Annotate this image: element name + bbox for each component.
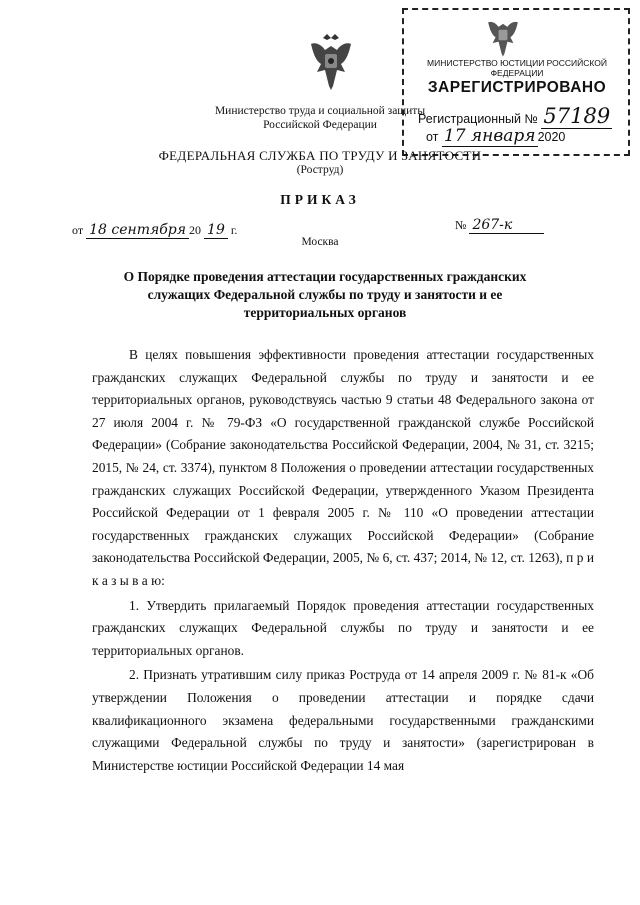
service-short-name: (Роструд) [296, 164, 344, 176]
paragraph-item-1: 1. Утвердить прилагаемый Порядок проведения аттестации государственных гражданских служащих Федеральной службы по труду и занятости и ее территориальных органов. [92, 597, 594, 658]
order-number-prefix: № [455, 218, 467, 232]
stamp-emblem-icon [483, 12, 523, 58]
order-date-day-month: 18 сентября [86, 222, 189, 239]
order-number [455, 217, 544, 233]
stamp-ministry: МИНИСТЕРСТВО ЮСТИЦИИ РОССИЙСКОЙ ФЕДЕРАЦИИ [427, 58, 607, 78]
stamp-registered: ЗАРЕГИСТРИРОВАНО [427, 79, 607, 96]
document-body [92, 344, 594, 777]
order-date-year-prefix: 20 [189, 223, 202, 237]
stamp-date-value: 17 января [443, 126, 536, 146]
stamp-reg-label: Регистрационный № [418, 112, 538, 126]
document-heading: О Порядке проведения аттестации государственных гражданских служащих Федеральной службы по труду и занятости и ее территориальных органов [123, 269, 527, 320]
stamp-reg-line [418, 104, 612, 128]
paragraph-item-2: 2. Признать утратившим силу приказ Роструда от 14 апреля 2009 г. № 81-к «Об утверждении Положения о проведении аттестации и порядке сдачи квалификационного экзамена федеральными государственными гражданскими служащими Федеральной службы по труду и занятости» (зарегистрирован в Министерстве юстиции Российской Федерации 14 мая [92, 667, 594, 773]
ministry-name [210, 104, 430, 132]
order-date-year-suffix: 19 [204, 222, 228, 239]
ministry-line-1: Министерство труда и социальной защиты [214, 105, 426, 117]
order-title: ПРИКАЗ [280, 192, 360, 207]
ministry-line-2: Российской Федерации [263, 119, 377, 131]
order-number-value: 267-к [469, 217, 544, 234]
order-date-prefix: от [72, 223, 84, 237]
service-title: ФЕДЕРАЛЬНАЯ СЛУЖБА ПО ТРУДУ И ЗАНЯТОСТИ [158, 148, 482, 163]
paragraph-preamble: В целях повышения эффективности проведения аттестации государственных гражданских служащих Федеральной службы по труду и занятости и ее территориальных органов, руководствуясь частью 9 статьи 48 Федерального закона от 27 июля 2004 г. № 79-ФЗ «О государственной гражданской службе Российской Федерации» (Собрание законодательства Российской Федерации, 2004, № 31, ст. 3215; 2015, № 24, ст. 3374), пунктом 8 Положения о проведении аттестации государственных гражданских служащих Российской Федерации, утвержденного Указом Президента Российской Федерации от 1 февраля 2005 г. № 110 «О проведении аттестации государственных гражданских служащих Российской Федерации» (Собрание законодательства Российской Федерации, 2005, № 6, ст. 437; 2014, № 12, ст. 1263), п р и к а з ы в а ю: [92, 347, 594, 588]
stamp-date-line [426, 126, 565, 146]
coat-of-arms-emblem [305, 30, 357, 92]
stamp-reg-number: 57189 [543, 104, 611, 128]
stamp-date-prefix: от [426, 130, 439, 144]
order-date-suffix: г. [230, 223, 238, 237]
city: Москва [301, 236, 339, 248]
stamp-date-year: 2020 [537, 130, 566, 144]
